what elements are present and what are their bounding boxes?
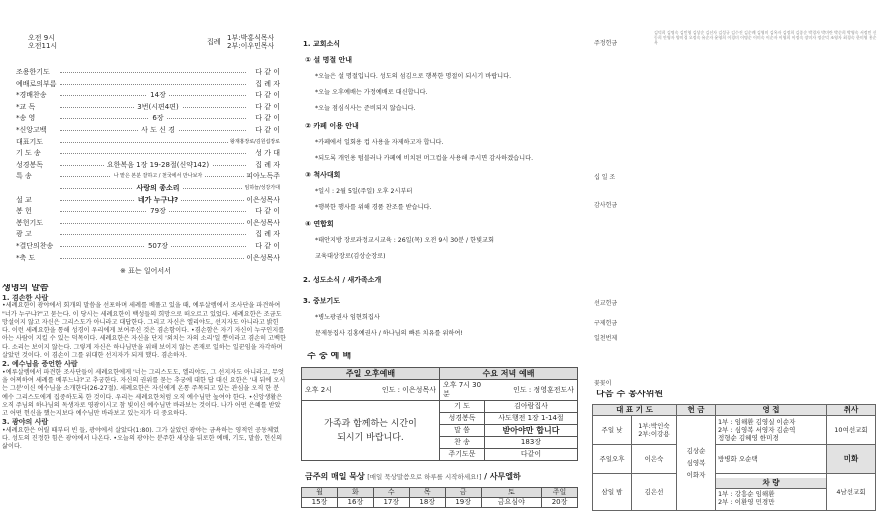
order-row-label: 설 교: [16, 195, 32, 204]
order-row-label: *경배찬송: [16, 91, 47, 100]
meditation-table: [301, 487, 578, 508]
order-row-leader: 이은성목사: [246, 195, 280, 204]
wed-row-value: 183장: [484, 437, 577, 449]
order-row-label: 예배로의부름: [16, 79, 57, 88]
order-row: [0, 254, 286, 264]
wed-row-key: 주기도문: [439, 449, 484, 461]
meditation-chapter: 17장: [373, 498, 409, 508]
news-1-line-1: *오늘은 설 명절입니다. 성도의 섬김으로 행복한 명절이 되시기 바랍니다.: [315, 73, 512, 80]
meditation-day: 월: [302, 488, 338, 498]
prayer-line-1: *병노광권사 임현희집사: [315, 314, 380, 321]
order-row-leader: 이은성목사: [246, 253, 280, 262]
vol-row-label: 주일오후: [593, 445, 632, 474]
order-row-leader: 성 가 대: [255, 149, 280, 158]
section-1-text: •세례요한이 광야에서 회개의 말씀을 선포하며 세례를 베풀고 있을 때, 예루살렘에서 조사단을 파견하여 "너가 누구냐?"고 묻는다. 이 당시는 세례요한이 백성들의 희망으로 떠오르고 있었다. 세례요한은 조금도 망설이지 않고 자신은 그리스도가 아니라고 대답한다. 그리고 자신은 엘리야도, 선지자도 아니라고 밝힌다. 이런 세례요한을 통해 성경이 우리에게 보여주신 것은 겸손함이다. •겸손함은 자기 자신이 누구인지를 아는 사람이 지킬 수 있는 덕목이다. 세례요한은 자신을 단지 '외치는 자의 소리'일 뿐이라고 겸손히 고백한다. 소리는 보이지 않는다. 그렇게 자신은 하나님만을 위해 보이지 않는 존재로 일하는 일꾼임을 자각하며 살았던 것이다. 이 겸손이 그를 위대한 선지자가 되게 했다. 겸손하자.: [2, 302, 286, 360]
order-row: [0, 219, 286, 229]
sermon-body: [2, 294, 286, 452]
preacher-1: 1부:박홍식목사: [227, 34, 275, 42]
news-1-heading: ① 설 명절 안내: [305, 56, 353, 64]
wed-row-key: 성경봉독: [439, 413, 484, 425]
wed-row-key: 기 도: [439, 401, 484, 413]
order-row: [0, 207, 286, 217]
vol-car-names: 1부 : 강흥순 임해환 2부 : 이환영 민경만: [718, 489, 775, 506]
preacher-2: 2부:이우민목사: [227, 42, 275, 50]
news-3-line-1: *일시 : 2월 5일(주일) 오후 2시부터: [315, 188, 413, 195]
order-row-center: 79장: [88, 207, 228, 216]
sunday-message: 가족과 함께하는 시간이 되시기 바랍니다.: [302, 401, 440, 461]
offering-category-label: 일천번제: [594, 335, 618, 342]
sunday-time: 오후 2시: [302, 380, 351, 401]
preacher-label: 집례: [207, 38, 221, 46]
meditation-chapter: 금요심야: [481, 498, 541, 508]
order-row: [0, 103, 286, 113]
wednesday-lead: 인도 : 정영훈전도사: [484, 380, 577, 401]
wed-row-value: 사도행전 1장 1-14절: [484, 413, 577, 425]
wed-row-value: 받아야만 합니다: [484, 425, 577, 437]
order-row: [0, 184, 286, 194]
order-row-label: *축 도: [16, 253, 36, 262]
news-column: [293, 0, 585, 529]
meditation-day: 금: [445, 488, 481, 498]
sunday-title: 주일 오후예배: [302, 368, 440, 380]
news-3-line-2: *행복한 행사를 위해 경품 찬조를 받습니다.: [315, 204, 432, 211]
vol-header-prayer: 대 표 기 도: [593, 405, 677, 416]
order-row-leader: 왕재홍장로/김원섭장로: [230, 138, 280, 145]
order-row: [0, 91, 286, 101]
meditation-chapter: 20장: [542, 498, 578, 508]
vol-row-cooking: 4남선교회: [827, 474, 876, 511]
section-3-heading: 3. 광야의 사람: [2, 418, 49, 427]
volunteer-table: [592, 404, 876, 511]
news-4-line-2: 교육대상장로(김상순장로): [315, 253, 386, 260]
vol-row-greeting: 1부 : 임해환 김영실 이순자 2부 : 심영복 서영자 김순역 정형순 김혜영 한미경: [716, 416, 827, 445]
wednesday-time: 오후 7시 30분: [439, 380, 484, 401]
offering-category-label: 꽃꽂이: [594, 380, 612, 387]
order-row: [0, 242, 286, 252]
meditation-chapter: 15장: [302, 498, 338, 508]
order-row: [0, 149, 286, 159]
wednesday-title: 수요 저녁 예배: [439, 368, 577, 380]
offering-category-label: 주정헌금: [594, 40, 618, 47]
meditation-chapter: 19장: [445, 498, 481, 508]
section-2-text: •예루살렘에서 파견한 조사단들이 세례요한에게 '너는 그리스도도, 엘리야도, 그 선지자도 아니라고, 무엇을 어찌하여 세례를 베푸느냐?'고 추궁한다. 자신의 권위를 묻는 추궁에 대한 답 대신 요한은 '내 뒤에 오시는 그분'이신 예수님을 소개한다(26-27절). 세례요한은 자신에게 온통 주목되고 있는 관심을 오직 한 분 예수 그리스도에게 집중하도록 한 것이다. 우리는 세례요한처럼 오직 예수님만 높여야 한다. •신앙생활은 오직 주님의 하나님의 독생자로 영광이시고 참 빛이신 예수님만 바라보는 것이다. 나가 어떤 은혜를 받았고 어떤 헌신을 했는지보다 예수님만 바라보고 있는지가 더 중요하다.: [2, 368, 286, 418]
wed-row-value: 김아람집사: [484, 401, 577, 413]
order-row-label: 조용한기도: [16, 68, 50, 76]
meditation-day: 화: [337, 488, 373, 498]
weekly-worship-table: [301, 367, 578, 461]
meditation-day: 수: [373, 488, 409, 498]
order-row-label: *송 영: [16, 114, 36, 123]
order-row-center: 3번(시편4편): [88, 103, 228, 112]
prayer-title: 3. 중보기도: [303, 297, 341, 305]
order-row-label: *교 독: [16, 102, 36, 111]
order-row-center: 사 도 신 경: [88, 126, 228, 135]
wed-row-key: 말 씀: [439, 425, 484, 437]
standing-note: ※ 표는 일어서서: [120, 267, 171, 275]
order-row-leader: 집 례 자: [255, 160, 280, 169]
worship-order-column: [0, 0, 290, 529]
meditation-day: 주일: [542, 488, 578, 498]
vol-header-offering: 헌 금: [677, 405, 716, 416]
order-row-center: 14장: [88, 91, 228, 100]
vol-row-prayer: 1부:박인숙 2부:이강용: [632, 416, 677, 445]
order-row: [0, 126, 286, 136]
order-row: [0, 172, 286, 182]
meditation-chapter: 16장: [337, 498, 373, 508]
meditation-day: 토: [481, 488, 541, 498]
news-3-heading: ③ 척사대회: [305, 171, 341, 179]
vol-row-greeting: 방병화 오순택: [716, 445, 827, 474]
order-row-leader: 다 같 이: [255, 242, 280, 250]
order-row-leader: 피아노독주: [246, 172, 280, 181]
meditation-title: 금주의 매일 묵상: [305, 472, 365, 481]
order-row: [0, 114, 286, 124]
section-3-text: •세례요한은 어릴 때부터 빈 들, 광야에서 살았다(1:80). 그가 살았던 광야는 금욕하는 영적인 공동체였다. 성도의 진정한 힘은 광야에서 나온다. •오늘의 광야는 분주한 세상을 뒤로한 예배, 기도, 말씀, 헌신의 삶이다.: [2, 426, 283, 451]
order-row-leader: 다 같 이: [255, 126, 280, 134]
meditation-header: [305, 472, 521, 482]
news-4-line-1: *태안지방 장로과정교시교육 : 26일(목) 오전 9시 30분 / 한빛교회: [315, 237, 495, 244]
order-row-leader: 다 같 이: [255, 114, 280, 123]
order-row-leader: 다 같 이: [255, 91, 280, 100]
order-row-leader: 다 같 이: [255, 68, 280, 76]
order-row-leader: 임하늘/성강가대: [244, 185, 280, 191]
offering-category-label: 감사헌금: [594, 202, 618, 209]
vol-row-prayer: 김은선: [632, 474, 677, 511]
order-row-label: 봉헌기도: [16, 218, 44, 227]
order-row-leader: 다 같 이: [255, 207, 280, 216]
prayer-line-2: 문제동집사 김홍예권사 / 하나님의 빠른 치유를 위하여!: [315, 330, 463, 337]
section-2-heading: 2. 예수님을 증언한 사람: [2, 360, 78, 369]
vol-row-cooking: 10여선교회: [827, 416, 876, 445]
volunteer-title: 다음 주 봉사위원: [596, 390, 664, 399]
news-title: 1. 교회소식: [303, 40, 341, 48]
service-time-1: 오전 9시: [28, 34, 55, 42]
order-row: [0, 161, 286, 171]
order-row-leader: 집 례 자: [255, 79, 280, 88]
wed-row-key: 찬 송: [439, 437, 484, 449]
offering-category-label: 선교헌금: [594, 300, 618, 307]
vol-row-label: 삼일 밤: [593, 474, 632, 511]
offering-category-label: 구제헌금: [594, 320, 618, 327]
order-row-leader: 이은성목사: [246, 218, 280, 227]
order-row-label: 특 송: [16, 172, 32, 181]
meditation-chapter: 18장: [409, 498, 445, 508]
vol-row-label: 주일 낮: [593, 416, 632, 445]
sunday-lead: 인도 : 이은성목사: [351, 380, 440, 401]
offering-names-list: 김덕희 김명숙 김민영 김상순 김선자 김성규 김수진 김순례 김영미 김옥자 김정희 김종순 박경자 박미란 박순희 박영숙 서정민 신동희 안영자 양미경 오정숙 유순자 윤영희 이경미 이명순 이미숙 이순자 이영희 이정숙 장미자 정순덕 조영자 최경숙 한미영 홍순옥: [654, 30, 877, 45]
news-2-line-2: *되도록 개인용 텀블러나 카페에 비치된 머그컵을 사용해 주시면 감사하겠습니다.: [315, 155, 534, 162]
order-row-label: 성경봉독: [16, 160, 44, 169]
wed-row-value: 다같이: [484, 449, 577, 461]
vol-beauty-label: 미화: [827, 445, 876, 474]
order-row: [0, 196, 286, 206]
vol-header-greeting: 영 접: [716, 405, 827, 416]
order-row: [0, 230, 286, 240]
order-row-label: *신앙고백: [16, 126, 47, 134]
order-row-center: 사랑의 종소리: [88, 184, 228, 193]
news-2-line-1: *카페에서 일회용 컵 사용을 자제하고자 합니다.: [315, 139, 444, 146]
order-row-center: 나 맡은 본분 잘하고 / 천국에서 만나보자: [88, 172, 228, 181]
offering-column: [592, 0, 880, 529]
order-row-center: 네가 누구냐?: [88, 196, 228, 205]
order-row-label: 광 고: [16, 230, 32, 239]
members-title: 2. 성도소식 / 새가족소개: [303, 276, 382, 284]
order-row: [0, 80, 286, 90]
order-row-center: 6장: [88, 114, 228, 123]
news-1-line-2: *오늘 오후예배는 가정예배로 대신합니다.: [315, 89, 428, 96]
order-row-leader: 다 같 이: [255, 102, 280, 111]
order-row-label: 기 도 송: [16, 149, 41, 158]
vol-car-label: 차 량: [716, 478, 826, 489]
order-row-leader: 집 례 자: [255, 230, 280, 239]
offering-category-label: 십 일 조: [594, 174, 616, 181]
meditation-book: / 사무엘하: [484, 472, 521, 481]
worship-title: 주 중 예 배: [307, 352, 352, 361]
sermon-title: 생명의 말씀: [2, 284, 49, 293]
order-row-label: 대표기도: [16, 137, 44, 146]
order-row-center: 요한복음 1장 19-28절(신약142): [88, 161, 228, 170]
order-row: [0, 68, 286, 78]
meditation-subtitle: [매일 묵상말씀으로 하루를 시작하세요!]: [367, 473, 482, 481]
vol-header-cooking: 취사: [827, 405, 876, 416]
meditation-day: 목: [409, 488, 445, 498]
order-row: [0, 138, 286, 148]
order-row-label: *결단의찬송: [16, 242, 54, 250]
news-1-line-3: *오늘 점심식사는 준비되지 않습니다.: [315, 105, 416, 112]
news-2-heading: ② 카페 이용 안내: [305, 122, 359, 130]
vol-offering-names: 김상순 심영복 이화자: [677, 416, 716, 511]
news-4-heading: ④ 연합회: [305, 220, 334, 228]
service-time-2: 오전11시: [28, 42, 58, 50]
vol-row-prayer: 이은숙: [632, 445, 677, 474]
section-1-heading: 1. 겸손한 사람: [2, 294, 49, 302]
order-row-center: 507장: [88, 242, 228, 251]
vol-car-cell: [716, 474, 827, 511]
order-row-label: 봉 헌: [16, 207, 32, 216]
